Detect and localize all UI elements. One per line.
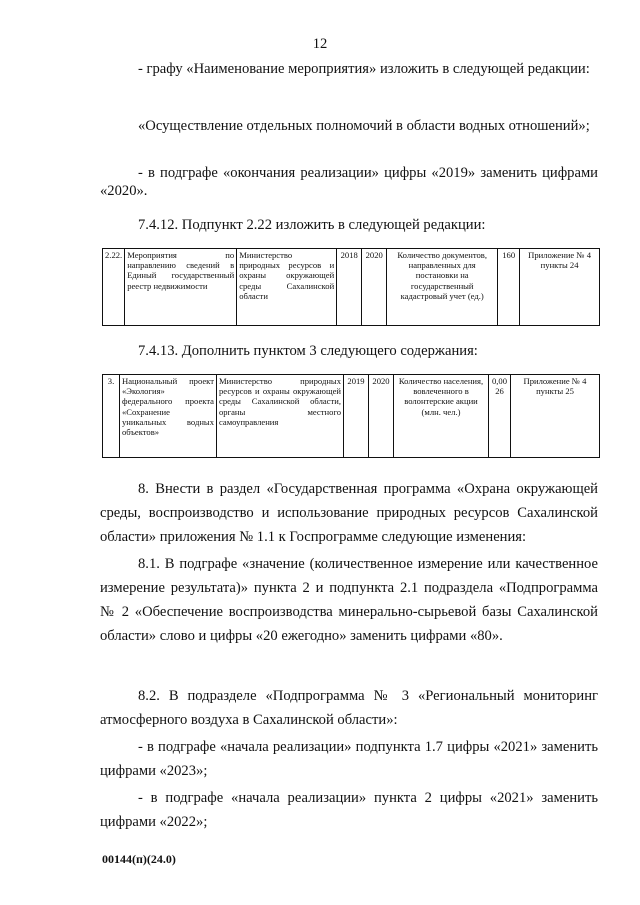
table-3 — [102, 374, 600, 458]
cell-end: 2020 — [362, 249, 387, 326]
paragraph: 8. Внести в раздел «Государственная программа «Охрана окружающей среды, воспроизводство и использование природных ресурсов Сахалинской области» приложения № 1.1 к Госпрограмме следующие изменения: — [100, 481, 598, 545]
cell-num: 3. — [103, 375, 120, 458]
cell-executor: Министерство природных ресурсов и охраны окружающей среды Сахалинской области — [237, 249, 337, 326]
paragraph: - в подграфе «начала реализации» подпункта 1.7 цифры «2021» заменить цифрами «2023»; — [100, 739, 598, 779]
paragraph: - в подграфе «окончания реализации» цифры «2019» заменить цифрами «2020». — [100, 165, 598, 199]
paragraph: 7.4.12. Подпункт 2.22 изложить в следующей редакции: — [138, 217, 486, 233]
cell-start: 2018 — [337, 249, 362, 326]
cell-indicator: Количество населения, вовлеченного в волонтерские акции (млн. чел.) — [394, 375, 489, 458]
cell-num: 2.22. — [103, 249, 125, 326]
paragraph: 8.2. В подразделе «Подпрограмма № 3 «Региональный мониторинг атмосферного воздуха в Сахалинской области»: — [100, 688, 598, 728]
cell-indicator: Количество документов, направленных для постановки на государственный кадастровый учет (ед.) — [387, 249, 498, 326]
cell-end: 2020 — [369, 375, 394, 458]
cell-start: 2019 — [344, 375, 369, 458]
document-code: 00144(п)(24.0) — [102, 852, 176, 866]
cell-link: Приложение № 4 пункты 24 — [520, 249, 600, 326]
cell-link: Приложение № 4 пункты 25 — [511, 375, 600, 458]
cell-executor: Министерство природных ресурсов и охраны окружающей среды Сахалинской области, органы местного самоуправления — [217, 375, 344, 458]
cell-name: Мероприятия по направлению сведений в Единый государственный реестр недвижимости — [125, 249, 237, 326]
cell-value: 160 — [498, 249, 520, 326]
paragraph: 7.4.13. Дополнить пунктом 3 следующего содержания: — [138, 343, 478, 359]
paragraph: - графу «Наименование мероприятия» изложить в следующей редакции: — [138, 61, 590, 77]
paragraph: - в подграфе «начала реализации» пункта 2 цифры «2021» заменить цифрами «2022»; — [100, 790, 598, 830]
table-row — [103, 375, 600, 458]
page-number: 12 — [312, 36, 328, 52]
paragraph: 8.1. В подграфе «значение (количественное измерение или качественное измерение результата)» пункта 2 и подпункта 2.1 подраздела «Подпрограмма № 2 «Обеспечение воспроизводства минерально-сырьевой базы Сахалинской области» слово и цифры «20 ежегодно» заменить цифрами «80». — [100, 556, 598, 644]
paragraph: «Осуществление отдельных полномочий в области водных отношений»; — [138, 118, 590, 134]
table-2-22 — [102, 248, 600, 326]
cell-value: 0,00 26 — [489, 375, 511, 458]
table-row — [103, 249, 600, 326]
cell-name: Национальный проект «Экология» федерального проекта «Сохранение уникальных водных объектов» — [120, 375, 217, 458]
